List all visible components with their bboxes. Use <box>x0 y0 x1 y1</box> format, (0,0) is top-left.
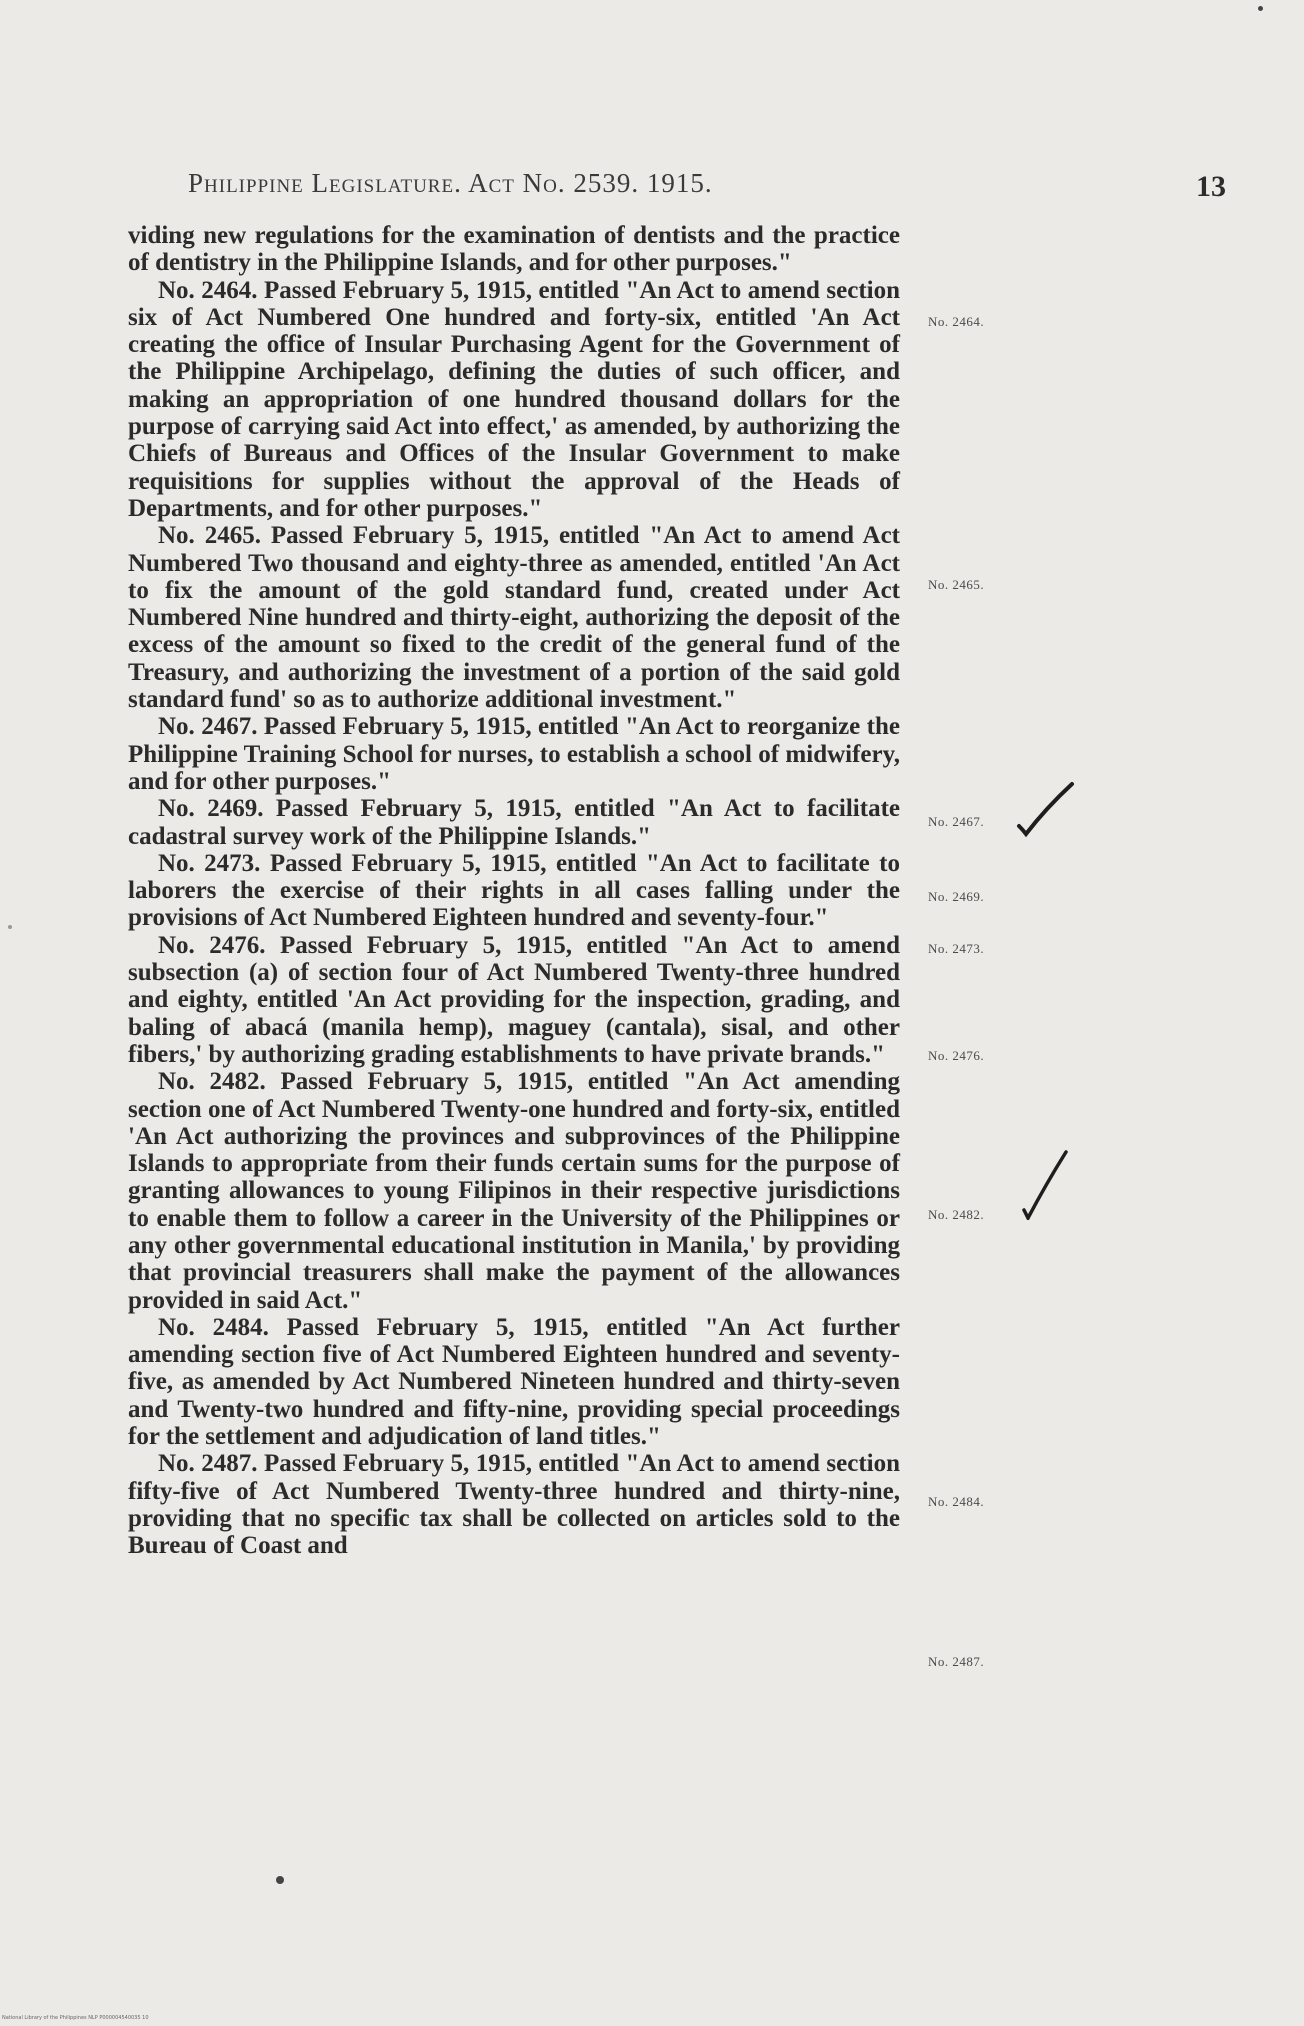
running-head: Philippine Legislature. Act No. 2539. 1915. <box>188 168 713 198</box>
paragraph-act-2487: No. 2487. Passed February 5, 1915, entitled "An Act to amend section fifty-five of Act Numbered Twenty-three hundred and thirty-nine, providing that no specific tax shall be collected on articles sold to the Bureau of Coast and <box>128 1450 900 1560</box>
archive-credit: National Library of the Philippines NLP P000004540035 10 <box>2 2015 149 2021</box>
paragraph-act-2465: No. 2465. Passed February 5, 1915, entitled "An Act to amend Act Numbered Two thousand and eighty-three as amended, entitled 'An Act to fix the amount of the gold standard fund, created under Act Numbered Nine hundred and thirty-eight, authorizing the deposit of the excess of the amount so fixed to the credit of the general fund of the Treasury, and authorizing the investment of a portion of the said gold standard fund' so as to authorize additional investment." <box>128 522 900 714</box>
margin-note-2484: No. 2484. <box>928 1494 985 1509</box>
paragraph-act-2473: No. 2473. Passed February 5, 1915, entitled "An Act to facilitate to laborers the exercise of their rights in all cases falling under the provisions of Act Numbered Eighteen hundred and seventy-four." <box>128 849 900 932</box>
margin-note-2469: No. 2469. <box>928 889 985 904</box>
paragraph-act-2464: No. 2464. Passed February 5, 1915, entitled "An Act to amend section six of Act Numbered One hundred and forty-six, entitled 'An Act creating the office of Insular Purchasing Agent for the Government of the Philippine Archipelago, defining the duties of such officer, and making an appropriation of one hundred thousand dollars for the purpose of carrying said Act into effect,' as amended, by authorizing the Chiefs of Bureaus and Offices of the Insular Government to make requisitions for supplies without the approval of the Heads of Departments, and for other purposes." <box>128 276 900 522</box>
paragraph-act-2476: No. 2476. Passed February 5, 1915, entitled "An Act to amend subsection (a) of section four of Act Numbered Twenty-three hundred and eighty, entitled 'An Act providing for the inspection, grading, and baling of abacá (manila hemp), maguey (cantala), sisal, and other fibers,' by authorizing grading establishments to have private brands." <box>128 931 900 1068</box>
paragraph-continuation: viding new regulations for the examination of dentists and the practice of dentistry in the Philippine Islands, and for other purposes." <box>128 222 900 277</box>
paragraph-act-2484: No. 2484. Passed February 5, 1915, entitled "An Act further amending section five of Act Numbered Eighteen hundred and seventy-five, as amended by Act Numbered Nineteen hundred and thirty-seven and Twenty-two hundred and fifty-nine, providing special proceedings for the settlement and adjudication of land titles." <box>128 1313 900 1451</box>
body-text <box>128 222 900 1560</box>
paragraph-act-2482: No. 2482. Passed February 5, 1915, entitled "An Act amending section one of Act Numbered Twenty-one hundred and forty-six, entitled 'An Act authorizing the provinces and subprovinces of the Philippine Islands to appropriate from their funds certain sums for the purpose of granting allowances to young Filipinos in their respective jurisdictions to enable them to follow a career in the University of the Philippines or any other governmental educational institution in Manila,' by providing that provincial treasurers shall make the payment of the allowances provided in said Act." <box>128 1068 900 1314</box>
ink-spot <box>8 925 12 929</box>
margin-note-2467: No. 2467. <box>928 814 985 829</box>
margin-note-2487: No. 2487. <box>928 1654 985 1669</box>
paragraph-act-2469: No. 2469. Passed February 5, 1915, entitled "An Act to facilitate cadastral survey work of the Philippine Islands." <box>128 795 900 850</box>
margin-note-2464: No. 2464. <box>928 314 985 329</box>
margin-note-2482: No. 2482. <box>928 1207 985 1222</box>
check-mark-icon <box>1016 780 1076 838</box>
margin-note-2473: No. 2473. <box>928 941 985 956</box>
ink-spot <box>1258 6 1263 11</box>
margin-note-2476: No. 2476. <box>928 1048 985 1063</box>
ink-spot <box>276 1876 284 1884</box>
margin-note-2465: No. 2465. <box>928 577 985 592</box>
paragraph-act-2467: No. 2467. Passed February 5, 1915, entitled "An Act to reorganize the Philippine Training School for nurses, to establish a school of midwifery, and for other purposes." <box>128 713 900 795</box>
page-number: 13 <box>1196 170 1226 203</box>
check-mark-icon <box>1020 1148 1070 1220</box>
